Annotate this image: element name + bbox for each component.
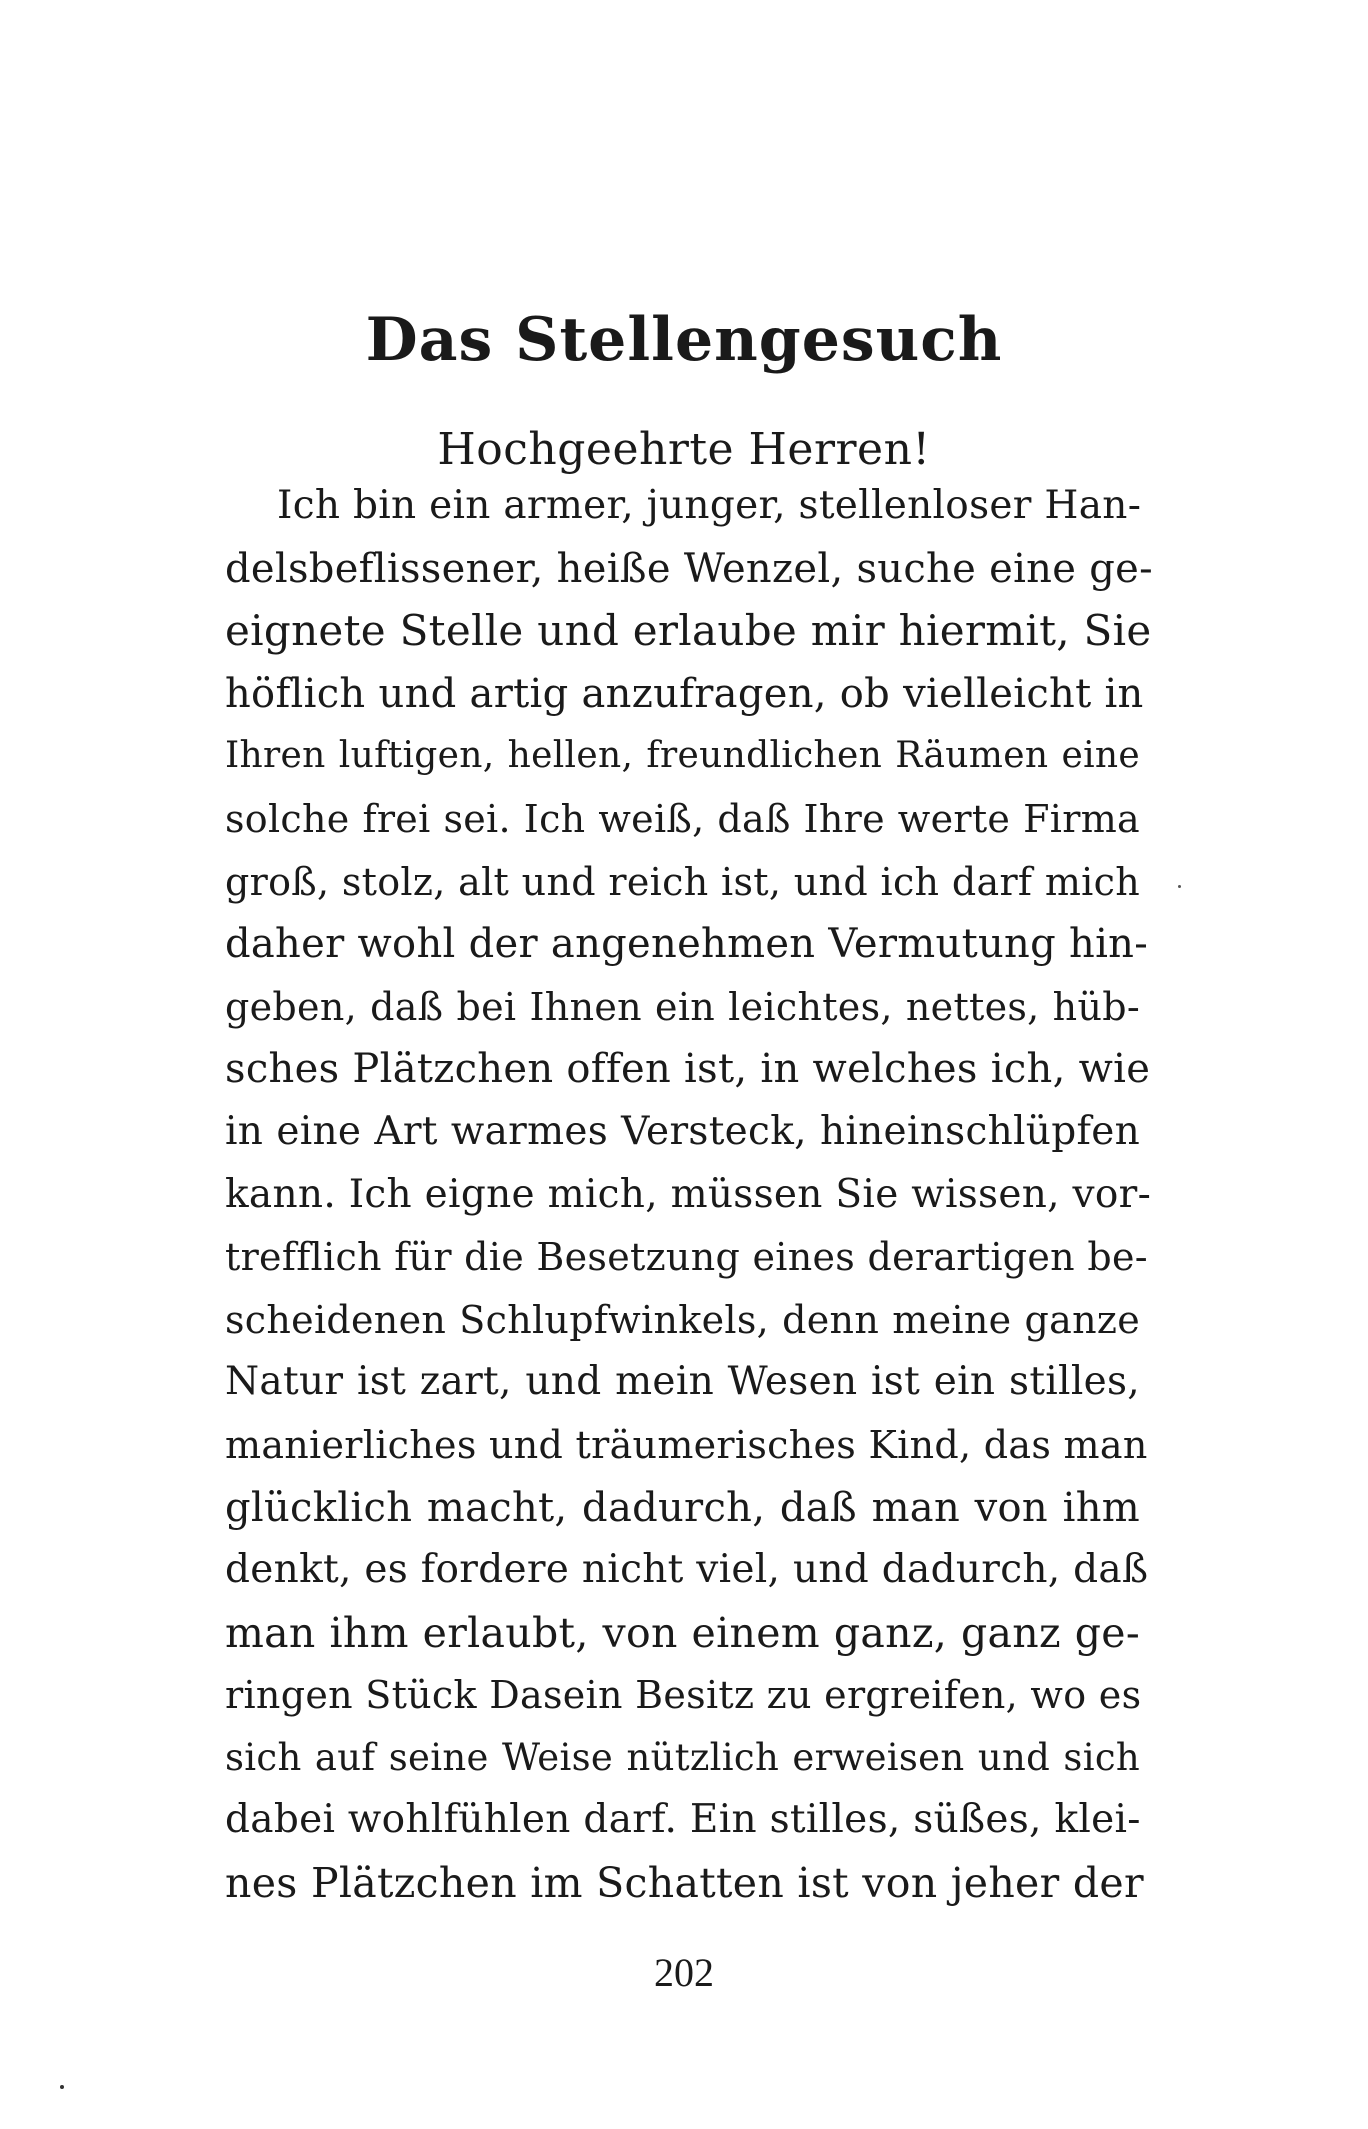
salutation: Hochgeehrte Herren!	[437, 424, 931, 475]
text-line: in eine Art warmes Versteck, hineinschlüpfen	[225, 1108, 1140, 1154]
text-line: solche frei sei. Ich weiß, daß Ihre werte Firma	[225, 796, 1140, 841]
text-line: dabei wohlfühlen darf. Ein stilles, süßes, klei-	[225, 1797, 1141, 1843]
text-line: delsbeflissener, heiße Wenzel, suche eine ge-	[225, 545, 1153, 592]
text-line: glücklich macht, dadurch, daß man von ihm	[225, 1484, 1140, 1531]
text-line: groß, stolz, alt und reich ist, und ich darf mich	[225, 859, 1140, 904]
text-line: ringen Stück Dasein Besitz zu ergreifen, wo es	[225, 1673, 1142, 1718]
paper-speck	[60, 2085, 64, 2089]
text-line: höflich und artig anzufragen, ob vielleicht in	[225, 670, 1144, 717]
text-line: eignete Stelle und erlaube mir hiermit, Sie	[225, 606, 1152, 656]
text-line: manierliches und träumerisches Kind, das man	[225, 1422, 1148, 1467]
text-line: daher wohl der angenehmen Vermutung hin-	[225, 921, 1149, 968]
text-line: man ihm erlaubt, von einem ganz, ganz ge-	[225, 1608, 1140, 1657]
text-line: denkt, es fordere nicht viel, und dadurch, daß	[225, 1547, 1149, 1593]
text-line: sches Plätzchen offen ist, in welches ich, wie	[225, 1046, 1151, 1093]
text-line: Natur ist zart, und mein Wesen ist ein stilles,	[225, 1359, 1140, 1405]
paper-speck	[1178, 885, 1181, 888]
text-line: nes Plätzchen im Schatten ist von jeher der	[225, 1859, 1144, 1908]
page-number: 202	[654, 1950, 714, 1995]
text-line: Ich bin ein armer, junger, stellenloser Han-	[277, 483, 1142, 528]
body-text	[225, 475, 1153, 1915]
chapter-title: Das Stellengesuch	[365, 305, 1003, 375]
text-line: geben, daß bei Ihnen ein leichtes, nettes, hüb-	[225, 984, 1140, 1029]
text-line: sich auf seine Weise nützlich erweisen und sich	[225, 1735, 1140, 1779]
text-line: scheidenen Schlupfwinkels, denn meine ganze	[225, 1297, 1140, 1342]
text-line: kann. Ich eigne mich, müssen Sie wissen, vor-	[225, 1171, 1152, 1217]
text-line: Ihren luftigen, hellen, freundlichen Räumen eine	[225, 735, 1140, 777]
text-line: trefflich für die Besetzung eines derartigen be-	[225, 1235, 1148, 1280]
